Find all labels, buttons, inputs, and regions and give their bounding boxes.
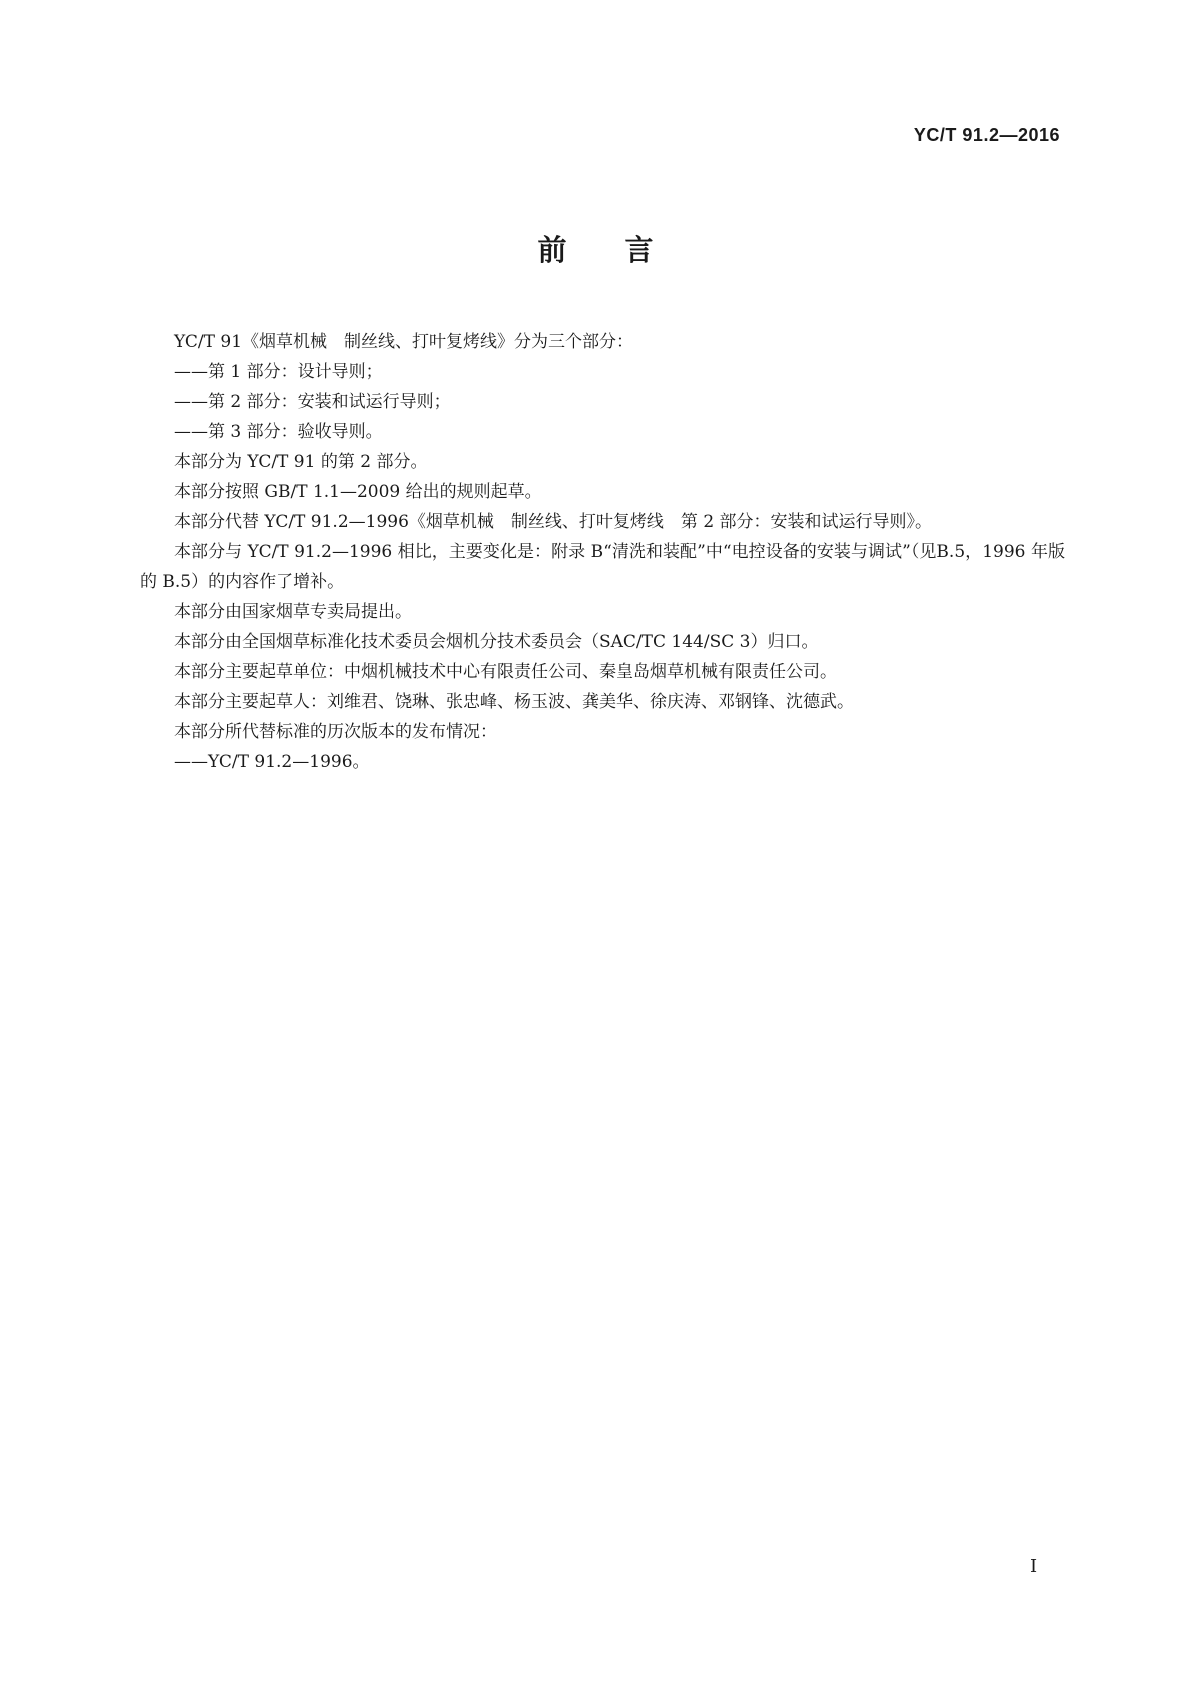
paragraph-history-intro: 本部分所代替标准的历次版本的发布情况：	[174, 722, 497, 742]
paragraph-part-number: 本部分为 YC/T 91 的第 2 部分。	[174, 452, 428, 472]
paragraph-under-jurisdiction: 本部分由全国烟草标准化技术委员会烟机分技术委员会（SAC/TC 144/SC 3）归口。	[174, 632, 819, 652]
paragraph-main-changes: 本部分与 YC/T 91.2—1996 相比，主要变化是：附录 B“清洗和装配”中“电控设备的安装与调试”（见B.5，1996 年版的 B.5）的内容作了增补。	[140, 542, 1065, 592]
foreword-body	[140, 327, 1065, 777]
list-item-history: ——YC/T 91.2—1996。	[174, 752, 370, 772]
list-item-part-2: ——第 2 部分：安装和试运行导则；	[174, 392, 451, 412]
list-item-part-3: ——第 3 部分：验收导则。	[174, 422, 383, 442]
paragraph-drafting-rules: 本部分按照 GB/T 1.1—2009 给出的规则起草。	[174, 482, 542, 502]
section-title: 前言	[537, 233, 712, 267]
paragraph-drafting-units: 本部分主要起草单位：中烟机械技术中心有限责任公司、秦皇岛烟草机械有限责任公司。	[174, 662, 837, 682]
paragraph-parts-intro: YC/T 91《烟草机械 制丝线、打叶复烤线》分为三个部分：	[174, 332, 634, 352]
paragraph-drafters: 本部分主要起草人：刘维君、饶琳、张忠峰、杨玉波、龚美华、徐庆涛、邓钢锋、沈德武。	[174, 692, 854, 712]
page-number: I	[1030, 1556, 1038, 1577]
document-code: YC/T 91.2—2016	[913, 125, 1060, 145]
list-item-part-1: ——第 1 部分：设计导则；	[174, 362, 383, 382]
paragraph-proposed-by: 本部分由国家烟草专卖局提出。	[174, 602, 412, 622]
paragraph-replaces: 本部分代替 YC/T 91.2—1996《烟草机械 制丝线、打叶复烤线 第 2 部分：安装和试运行导则》。	[174, 512, 933, 532]
